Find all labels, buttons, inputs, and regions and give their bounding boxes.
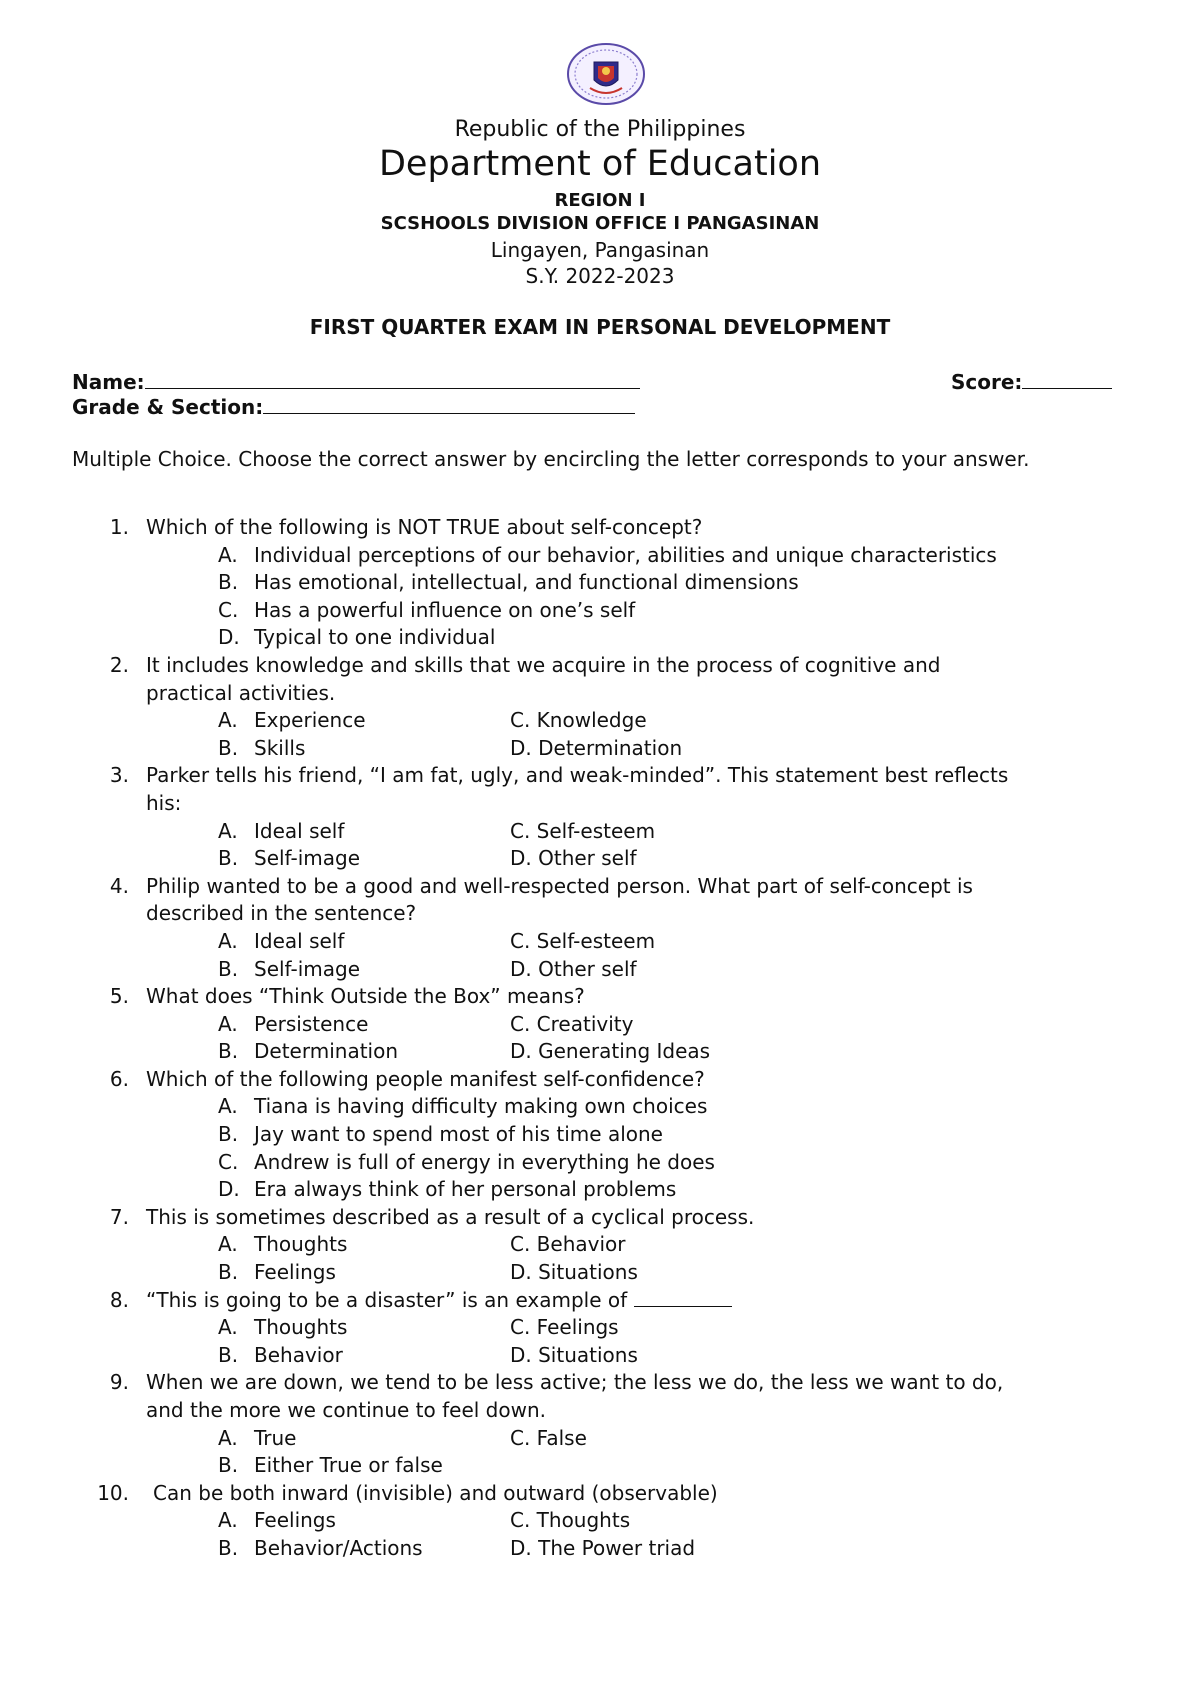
question-line xyxy=(0,984,1200,1012)
question-number: 6. xyxy=(109,1066,129,1091)
option-right[interactable]: C. Self-esteem xyxy=(510,818,656,843)
option-text: Era always think of her personal problems xyxy=(254,1177,677,1202)
option-row xyxy=(0,708,1200,736)
question-item xyxy=(0,874,1200,984)
question-line xyxy=(0,515,1200,543)
option-row xyxy=(0,929,1200,957)
question-list xyxy=(0,515,1200,1564)
name-label: Name: xyxy=(72,370,145,394)
option-text: Ideal self xyxy=(254,818,345,843)
question-text: “This is going to be a disaster” is an example of xyxy=(146,1288,732,1312)
grade-section-label: Grade & Section: xyxy=(72,395,264,419)
option-text: Persistence xyxy=(254,1011,369,1036)
option-right[interactable]: C. Behavior xyxy=(510,1232,626,1257)
option-letter[interactable]: C. xyxy=(218,597,239,622)
option-item[interactable] xyxy=(0,1094,1200,1122)
option-text: Experience xyxy=(254,708,366,733)
instructions-text: Multiple Choice. Choose the correct answer by encircling the letter corresponds to your answer. xyxy=(72,447,1030,471)
question-number: 7. xyxy=(109,1204,129,1229)
question-line xyxy=(0,1067,1200,1095)
question-item xyxy=(0,1481,1200,1564)
option-row xyxy=(0,1453,1200,1481)
option-letter[interactable]: B. xyxy=(218,1342,239,1367)
option-letter[interactable]: B. xyxy=(218,570,239,595)
question-item xyxy=(0,515,1200,653)
option-letter[interactable]: B. xyxy=(218,1535,239,1560)
option-row xyxy=(0,1232,1200,1260)
option-row xyxy=(0,1536,1200,1564)
question-item xyxy=(0,763,1200,873)
option-row xyxy=(0,1315,1200,1343)
score-label: Score: xyxy=(951,370,1023,394)
option-letter[interactable]: B. xyxy=(218,735,239,760)
question-text: described in the sentence? xyxy=(146,901,417,926)
question-item xyxy=(0,1370,1200,1480)
question-line xyxy=(0,901,1200,929)
deped-seal-icon xyxy=(560,40,652,108)
option-right[interactable]: C. Thoughts xyxy=(510,1508,631,1533)
option-right[interactable]: D. Situations xyxy=(510,1342,638,1367)
option-letter[interactable]: A. xyxy=(218,708,238,733)
option-right[interactable]: D. The Power triad xyxy=(510,1535,696,1560)
option-row xyxy=(0,846,1200,874)
question-text: and the more we continue to feel down. xyxy=(146,1398,546,1422)
option-letter[interactable]: A. xyxy=(218,1425,238,1450)
option-row xyxy=(0,1260,1200,1288)
question-line xyxy=(0,763,1200,791)
option-text: Individual perceptions of our behavior, abilities and unique characteristics xyxy=(254,542,997,567)
option-letter[interactable]: B. xyxy=(218,846,239,871)
question-text: Parker tells his friend, “I am fat, ugly, and weak-minded”. This statement best reflects xyxy=(146,763,1009,788)
option-text: Jay want to spend most of his time alone xyxy=(254,1122,663,1147)
option-letter[interactable]: B. xyxy=(218,1260,239,1285)
question-text: Philip wanted to be a good and well-respected person. What part of self-concept is xyxy=(146,873,973,898)
question-item xyxy=(0,984,1200,1067)
option-letter[interactable]: C. xyxy=(218,1149,239,1174)
question-text: It includes knowledge and skills that we acquire in the process of cognitive and xyxy=(146,652,941,677)
question-text: his: xyxy=(146,790,182,815)
name-field[interactable] xyxy=(72,368,640,394)
question-number: 2. xyxy=(109,652,129,677)
option-item[interactable] xyxy=(0,625,1200,653)
option-text: Thoughts xyxy=(254,1232,348,1257)
question-line xyxy=(0,1398,1200,1426)
option-right[interactable]: D. Situations xyxy=(510,1260,638,1285)
option-right[interactable]: C. Knowledge xyxy=(510,708,647,733)
name-blank-line[interactable] xyxy=(145,368,640,389)
option-text: Determination xyxy=(254,1039,399,1064)
option-letter[interactable]: A. xyxy=(218,1094,238,1119)
question-text: Which of the following is NOT TRUE about self-concept? xyxy=(146,515,703,539)
school-year-text: S.Y. 2022-2023 xyxy=(525,264,675,288)
exam-title: FIRST QUARTER EXAM IN PERSONAL DEVELOPMENT xyxy=(309,315,891,339)
option-letter[interactable]: A. xyxy=(218,1508,238,1533)
score-field[interactable] xyxy=(951,368,1112,394)
option-right[interactable]: D. Determination xyxy=(510,735,683,760)
option-row xyxy=(0,819,1200,847)
option-letter[interactable]: B. xyxy=(218,1039,239,1064)
question-number: 9. xyxy=(109,1370,129,1395)
option-letter[interactable]: B. xyxy=(218,1122,239,1147)
option-letter[interactable]: D. xyxy=(218,1177,240,1202)
option-right[interactable]: D. Other self xyxy=(510,846,637,871)
option-item[interactable] xyxy=(0,1177,1200,1205)
question-text: This is sometimes described as a result of a cyclical process. xyxy=(146,1204,755,1229)
option-letter[interactable]: B. xyxy=(218,956,239,981)
grade-section-blank-line[interactable] xyxy=(263,393,635,414)
division-text: SCSHOOLS DIVISION OFFICE I PANGASINAN xyxy=(380,213,820,234)
option-right[interactable]: C. Feelings xyxy=(510,1315,619,1340)
option-right[interactable]: C. Self-esteem xyxy=(510,928,656,953)
option-row xyxy=(0,1012,1200,1040)
question-number: 10. xyxy=(97,1480,129,1505)
option-item[interactable] xyxy=(0,543,1200,571)
region-text: REGION I xyxy=(554,190,646,211)
question-item xyxy=(0,1288,1200,1371)
grade-section-field[interactable] xyxy=(72,393,635,419)
option-letter[interactable]: A. xyxy=(218,928,238,953)
question-line xyxy=(0,1205,1200,1233)
option-item[interactable] xyxy=(0,1150,1200,1178)
option-text: Andrew is full of energy in everything he does xyxy=(254,1149,715,1174)
question-number: 3. xyxy=(109,763,129,788)
option-text: Feelings xyxy=(254,1508,336,1533)
question-text: Which of the following people manifest self-confidence? xyxy=(146,1066,705,1091)
option-row xyxy=(0,1039,1200,1067)
question-item xyxy=(0,653,1200,763)
location-text: Lingayen, Pangasinan xyxy=(490,238,710,262)
question-number: 1. xyxy=(109,515,129,539)
option-text: Self-image xyxy=(254,846,361,871)
option-text: Skills xyxy=(254,735,306,760)
option-letter[interactable]: A. xyxy=(218,542,238,567)
question-line xyxy=(0,1288,1200,1316)
question-text: When we are down, we tend to be less active; the less we do, the less we want to do, xyxy=(146,1370,1004,1395)
republic-text: Republic of the Philippines xyxy=(454,117,746,142)
option-item[interactable] xyxy=(0,570,1200,598)
department-title: Department of Education xyxy=(378,144,822,184)
question-item xyxy=(0,1067,1200,1205)
option-letter[interactable]: A. xyxy=(218,818,238,843)
question-line xyxy=(0,681,1200,709)
option-text: Has a powerful influence on one’s self xyxy=(254,597,636,622)
option-right[interactable]: C. Creativity xyxy=(510,1011,634,1036)
question-text: What does “Think Outside the Box” means? xyxy=(146,984,585,1009)
option-text: Ideal self xyxy=(254,928,345,953)
score-blank-line[interactable] xyxy=(1022,368,1112,389)
option-letter[interactable]: A. xyxy=(218,1232,238,1257)
option-letter[interactable]: A. xyxy=(218,1011,238,1036)
option-right[interactable]: D. Other self xyxy=(510,956,637,981)
option-item[interactable] xyxy=(0,1122,1200,1150)
question-item xyxy=(0,1205,1200,1288)
option-text: Has emotional, intellectual, and functional dimensions xyxy=(254,570,799,595)
option-letter[interactable]: B. xyxy=(218,1453,239,1478)
question-line xyxy=(0,1370,1200,1398)
option-right[interactable]: C. False xyxy=(510,1425,587,1450)
question-line xyxy=(0,1481,1200,1509)
option-text: Behavior/Actions xyxy=(254,1535,423,1560)
option-text: Thoughts xyxy=(254,1315,348,1340)
question-text: Can be both inward (invisible) and outward (observable) xyxy=(153,1480,718,1505)
question-number: 8. xyxy=(109,1287,129,1312)
option-text: Feelings xyxy=(254,1260,336,1285)
question-line xyxy=(0,874,1200,902)
option-text: Tiana is having difficulty making own choices xyxy=(254,1094,708,1119)
option-row xyxy=(0,957,1200,985)
question-number: 4. xyxy=(109,873,129,898)
option-text: Behavior xyxy=(254,1342,343,1367)
question-text: practical activities. xyxy=(146,680,336,705)
option-item[interactable] xyxy=(0,598,1200,626)
question-line xyxy=(0,791,1200,819)
option-letter[interactable]: A. xyxy=(218,1315,238,1340)
question-line xyxy=(0,653,1200,681)
option-text: Typical to one individual xyxy=(254,625,496,650)
option-row xyxy=(0,736,1200,764)
option-right[interactable]: D. Generating Ideas xyxy=(510,1039,711,1064)
question-number: 5. xyxy=(109,984,129,1009)
option-letter[interactable]: D. xyxy=(218,625,240,650)
option-row xyxy=(0,1426,1200,1454)
option-text: True xyxy=(254,1425,297,1450)
option-row xyxy=(0,1343,1200,1371)
answer-blank-line[interactable] xyxy=(634,1288,732,1307)
option-text: Self-image xyxy=(254,956,361,981)
option-text: Either True or false xyxy=(254,1453,443,1478)
option-row xyxy=(0,1508,1200,1536)
